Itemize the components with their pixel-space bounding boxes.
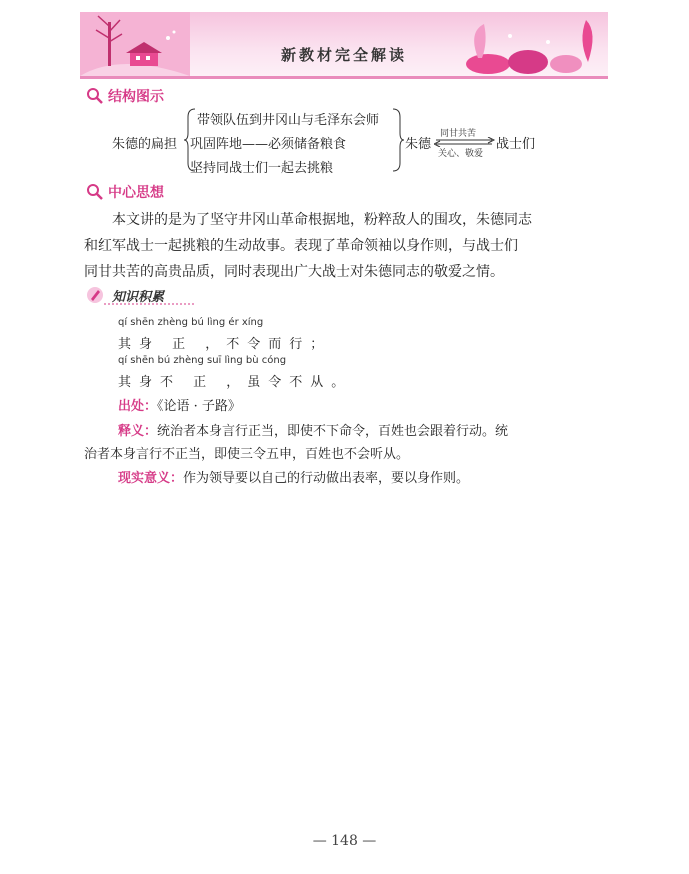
structure-heading: 结构图示 xyxy=(108,89,164,105)
central-idea-section-heading xyxy=(86,182,164,202)
diagram-target-right: 战士们 xyxy=(496,137,536,152)
central-idea-line-1: 本文讲的是为了坚守井冈山革命根据地，粉粹敌人的围攻，朱德同志 xyxy=(112,212,532,228)
pinyin-line-2: qí shēn bú zhèng suī lìng bù cóng xyxy=(118,355,287,366)
diagram-branch-1: 带领队伍到井冈山与毛泽东会师 xyxy=(197,113,380,128)
explanation-line-2: 治者本身言行不正当，即使三令五申，百姓也不会听从。 xyxy=(84,447,410,462)
diagram-arrow-top-label: 同甘共苦 xyxy=(440,129,477,139)
meaning-line xyxy=(118,467,469,486)
central-idea-line-2: 和红军战士一起挑粮的生动故事。表现了革命领袖以身作则，与战士们 xyxy=(84,238,518,254)
knowledge-heading: 知识积累 xyxy=(112,289,165,305)
proverb-line-2: 其身不 正 ，虽令不从。 xyxy=(118,375,353,390)
diagram-subject: 朱德的扁担 xyxy=(112,137,178,152)
page-number: — 148 — xyxy=(312,833,377,849)
explanation-text-1: 统治者本身言行正当，即使不下命令，百姓也会跟着行动。统 xyxy=(157,424,509,439)
source-line xyxy=(118,395,241,414)
pinyin-line-1: qí shēn zhèng bú lìng ér xíng xyxy=(118,317,264,328)
source-text: 《论语 · 子路》 xyxy=(157,399,241,414)
pen-nib-icon xyxy=(86,286,104,304)
source-label: 出处： xyxy=(118,399,158,414)
structure-diagram xyxy=(0,0,689,190)
diagram-branch-3: 坚持同战士们一起去挑粮 xyxy=(190,161,334,176)
heading-underline xyxy=(104,302,194,306)
meaning-label: 现实意义： xyxy=(118,471,184,486)
magnifier-icon xyxy=(86,183,104,201)
explanation-line-1 xyxy=(118,420,508,439)
explanation-label: 释义： xyxy=(118,424,158,439)
central-idea-line-3: 同甘共苦的高贵品质，同时表现出广大战士对朱德同志的敬爱之情。 xyxy=(84,264,504,280)
meaning-text: 作为领导要以自己的行动做出表率，要以身作则。 xyxy=(183,471,470,486)
page-header-title: 新教材完全解读 xyxy=(280,46,407,64)
diagram-branch-2: 巩固阵地——必须储备粮食 xyxy=(190,137,347,152)
right-brace xyxy=(391,107,405,173)
diagram-target-left: 朱德 xyxy=(405,137,432,152)
proverb-line-1: 其身 正 ，不令而行； xyxy=(118,337,332,352)
diagram-arrow-bottom-label: 关心、敬爱 xyxy=(438,149,484,159)
central-idea-heading: 中心思想 xyxy=(108,185,164,201)
